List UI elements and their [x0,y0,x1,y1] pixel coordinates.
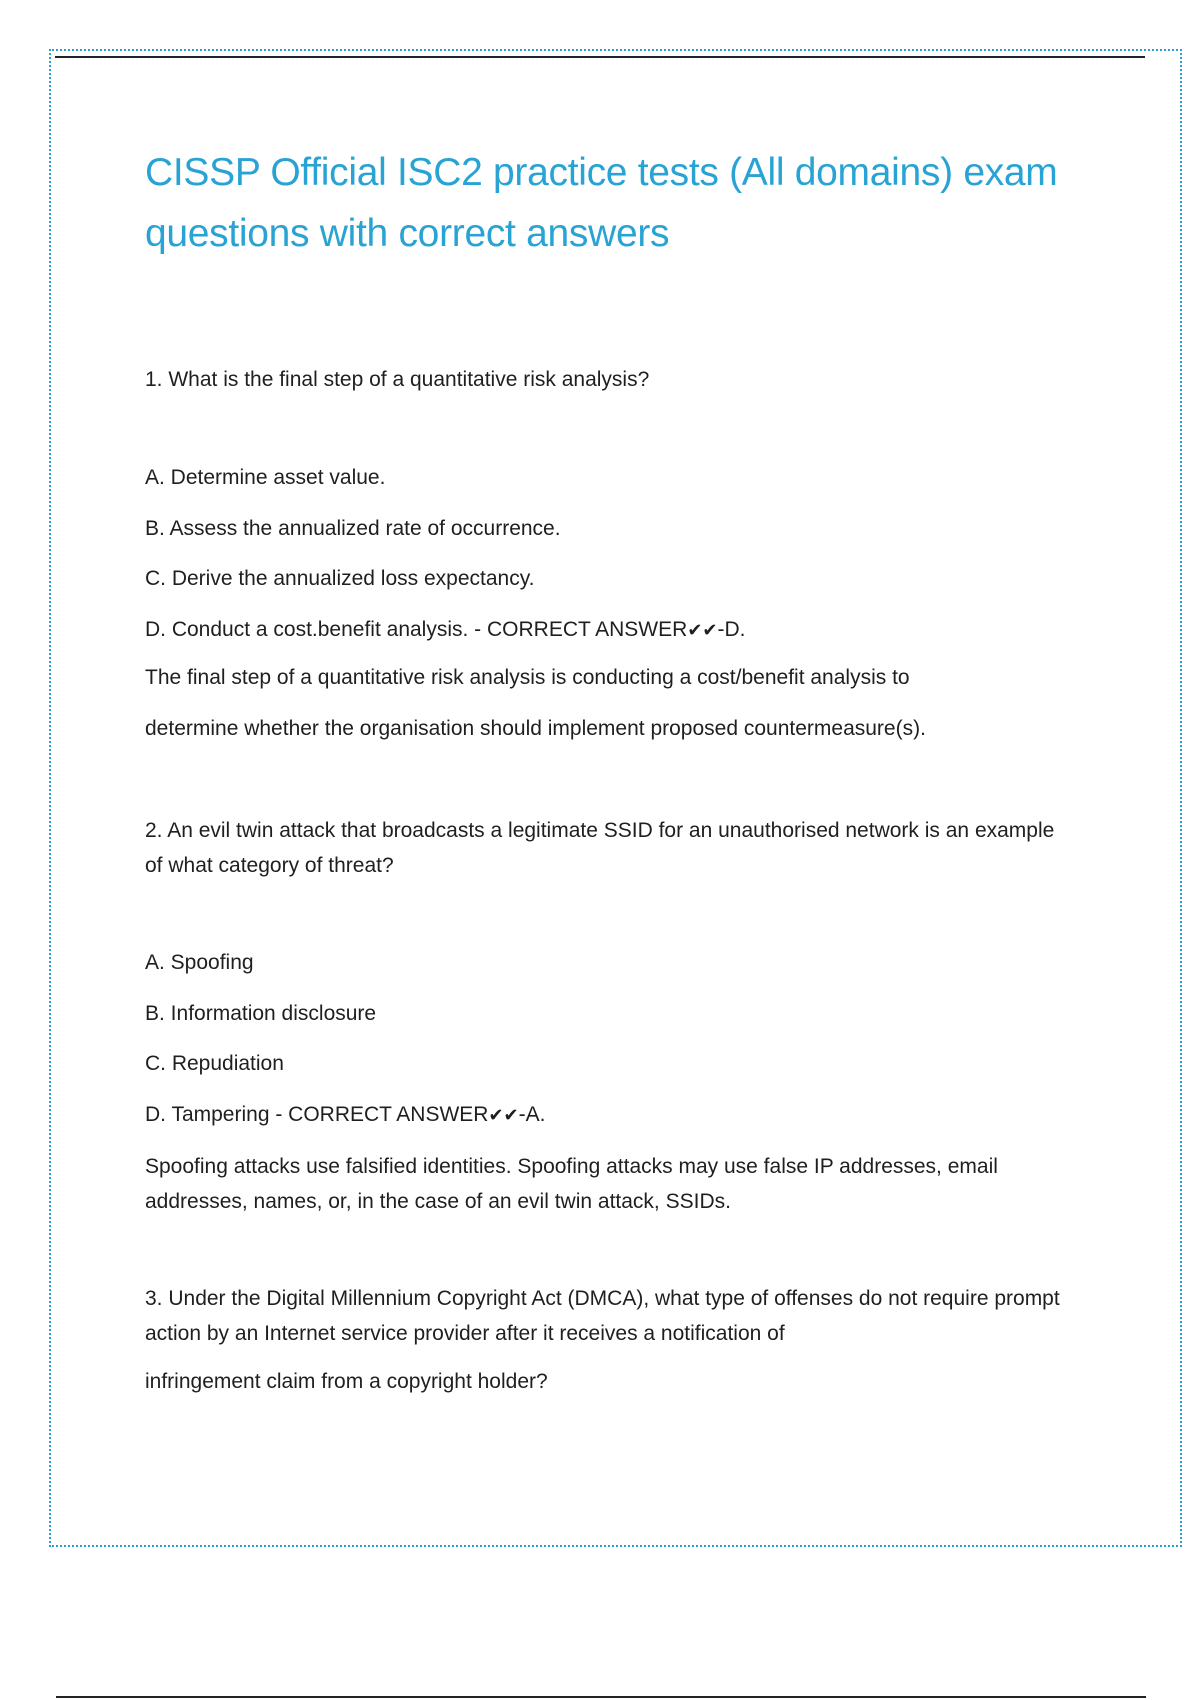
question-2-explanation: Spoofing attacks use falsified identities. Spoofing attacks may use false IP addresses, email addresses, names, or, in the case of an evil twin attack, SSIDs. [145,1155,998,1213]
question-2-option-d [145,1101,1075,1130]
footer-rule [56,1696,1146,1698]
question-1-option-d [145,616,1075,645]
header-rule [55,56,1145,58]
document-title: CISSP Official ISC2 practice tests (All domains) exam questions with correct answers [145,151,1058,255]
question-2-option-b: B. Information disclosure [145,1002,377,1025]
question-1-option-a: A. Determine asset value. [145,466,386,489]
question-2-option-a: A. Spoofing [145,951,254,974]
question-2-prompt: 2. An evil twin attack that broadcasts a legitimate SSID for an unauthorised network is an example of what category of threat? [145,819,1055,877]
question-2-option-c: C. Repudiation [145,1052,284,1075]
question-1-prompt: 1. What is the final step of a quantitative risk analysis? [145,368,650,391]
question-1-explanation-line-1: The final step of a quantitative risk analysis is conducting a cost/benefit analysis to [145,666,910,689]
question-1-option-c: C. Derive the annualized loss expectancy. [145,567,535,590]
question-3-prompt-line-3: infringement claim from a copyright holder? [145,1370,548,1393]
question-2-option-d-text: D. Tampering - CORRECT ANSWER [145,1103,489,1126]
question-1-option-b: B. Assess the annualized rate of occurrence. [145,517,561,540]
question-1-explanation-line-2: determine whether the organisation should implement proposed countermeasure(s). [145,717,926,740]
check-mark-icon: ✔✔ [488,1105,519,1126]
question-3-prompt: 3. Under the Digital Millennium Copyright Act (DMCA), what type of offenses do not require prompt action by an Internet service provider after it receives a notification of [145,1287,1060,1345]
question-2-answer-letter: -A. [518,1103,546,1126]
question-1-answer-letter: -D. [717,618,746,641]
question-1-option-d-text: D. Conduct a cost.benefit analysis. - CORRECT ANSWER [145,618,688,641]
check-mark-icon: ✔✔ [687,620,718,641]
